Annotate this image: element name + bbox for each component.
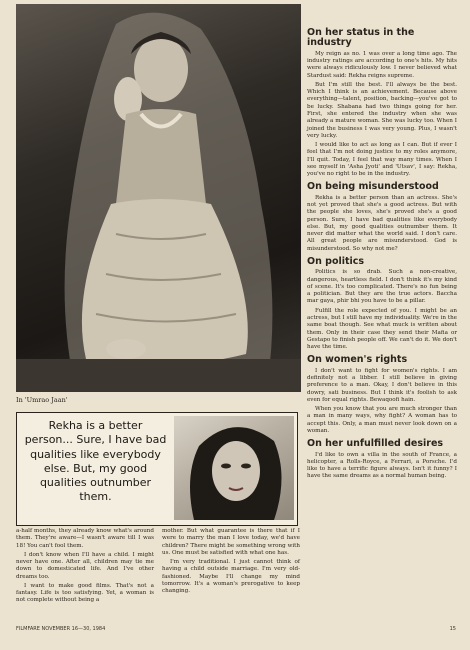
paragraph: Politics is so drab. Such a non-creative, dangerous, heartless field. I don't think it's my kind of scene. It's too complicated. There's no fun being a politician. But they are the true actors. Baccha mar gaya, phir bhi you have to be a pillar.	[307, 269, 457, 305]
paragraph: Fulfill the role expected of you. I might be an actress, but I still have my individuality. We're in the same boat though. See what muck is written about them. Only in their case they send their Mafia or Gestapo to finish people off. We can't do it. We don't have the time.	[307, 307, 457, 351]
section-misunderstood	[307, 182, 457, 253]
footer-issue: FILMFARE NOVEMBER 16—30, 1984	[16, 626, 106, 632]
bottom-column-2	[162, 528, 300, 597]
pull-quote-box	[16, 412, 298, 526]
paragraph: When you know that you are much stronger than a man in many ways, why fight? A woman has to accept this. Only, a man must never look down on a woman.	[307, 406, 457, 434]
paragraph: mother. But what guarantee is there that if I were to marry the man I love today, we'd have children? There might be something wrong with us. One must be satisfied with what one has.	[162, 528, 300, 556]
paragraph: Rekha is a better person than an actress. She's not yet proved that she's a good actress. But with the people she loves, she's proved she's a good person. Sure, I have bad qualities like everybody else. But, my good qualities outnumber them. It never did matter what the world said. I don't care. All great people are misunderstood. God is misunderstood. So why not me?	[307, 194, 457, 252]
paragraph: I don't want to fight for women's rights. I am definitely not a libber. I still believe in giving preference to a man. Okay, I don't believe in this dowry, sati business. But I think it's foolish to ask even for equal rights. Bewaqoofi hain.	[307, 367, 457, 403]
section-title: On being misunderstood	[307, 181, 439, 193]
section-title: On politics	[307, 255, 365, 267]
section-womens-rights	[307, 355, 457, 435]
paragraph: I'd like to own a villa in the south of France, a helicopter, a Rolls-Royce, a Ferrari, a Porsche. I'd like to have a terrific figure always. Isn't it funny? I have the same dreams as a normal human being.	[307, 451, 457, 480]
paragraph: I would like to act as long as I can. But if ever I feel that I'm not doing justice to my roles anymore, I'll quit. Today, I feel that way many times. When I see myself in 'Asha Jyoti' and 'Utsav', I say: Rekha, you've no right to be in the industry.	[307, 142, 457, 178]
section-title: On her unfulfilled desires	[307, 438, 444, 450]
paragraph: My reign as no. 1 was over a long time ago. The industry ratings are according to one's hits. My hits were always ridiculously low. I never believed what Stardust said: Rekha reigns supreme.	[307, 50, 457, 79]
photo-caption: In 'Umrao Jaan'	[16, 396, 68, 404]
article-right-column	[307, 28, 457, 483]
page-number: 15	[449, 626, 456, 632]
section-title: On women's rights	[307, 354, 408, 366]
umrao-jaan-photo	[16, 4, 301, 392]
paragraph: a-half months, they already know what's around them. They're aware—I wasn't aware till I was 18! You can't fool them.	[16, 528, 154, 549]
section-title: On her status in the industry	[307, 27, 415, 49]
bottom-column-1	[16, 528, 154, 607]
section-politics	[307, 257, 457, 351]
pull-quote-text: Rekha is a better person... Sure, I have bad qualities like everybody else. But, my good qualities outnumber them.	[24, 419, 167, 504]
paragraph: I don't know when I'll have a child. I might never have one. After all, children may tie me down to domesticated life. And I've other dreams too.	[16, 551, 154, 580]
dancer-figure-illustration	[16, 4, 301, 392]
portrait-photo	[174, 416, 294, 520]
paragraph: I want to make good films. That's not a fantasy. Life is too satisfying. Yet, a woman is not complete without being a	[16, 582, 154, 604]
paragraph: But I'm still the best. I'll always be the best. Which I think is an achievement. Because above everything—talent, position, backing—you've got to be lucky. Shabana had two things going for her. First, she entered the industry when she was already a mature woman. She was lucky too. When I joined the business I was very young. Plus, I wasn't very lucky.	[307, 81, 457, 139]
paragraph: I'm very traditional. I just cannot think of having a child outside marriage. I'm very old-fashioned. Maybe I'll change my mind tomorrow. It's a woman's prerogative to keep changing.	[162, 559, 300, 595]
section-desires	[307, 439, 457, 481]
portrait-illustration	[174, 416, 294, 520]
section-status	[307, 28, 457, 178]
